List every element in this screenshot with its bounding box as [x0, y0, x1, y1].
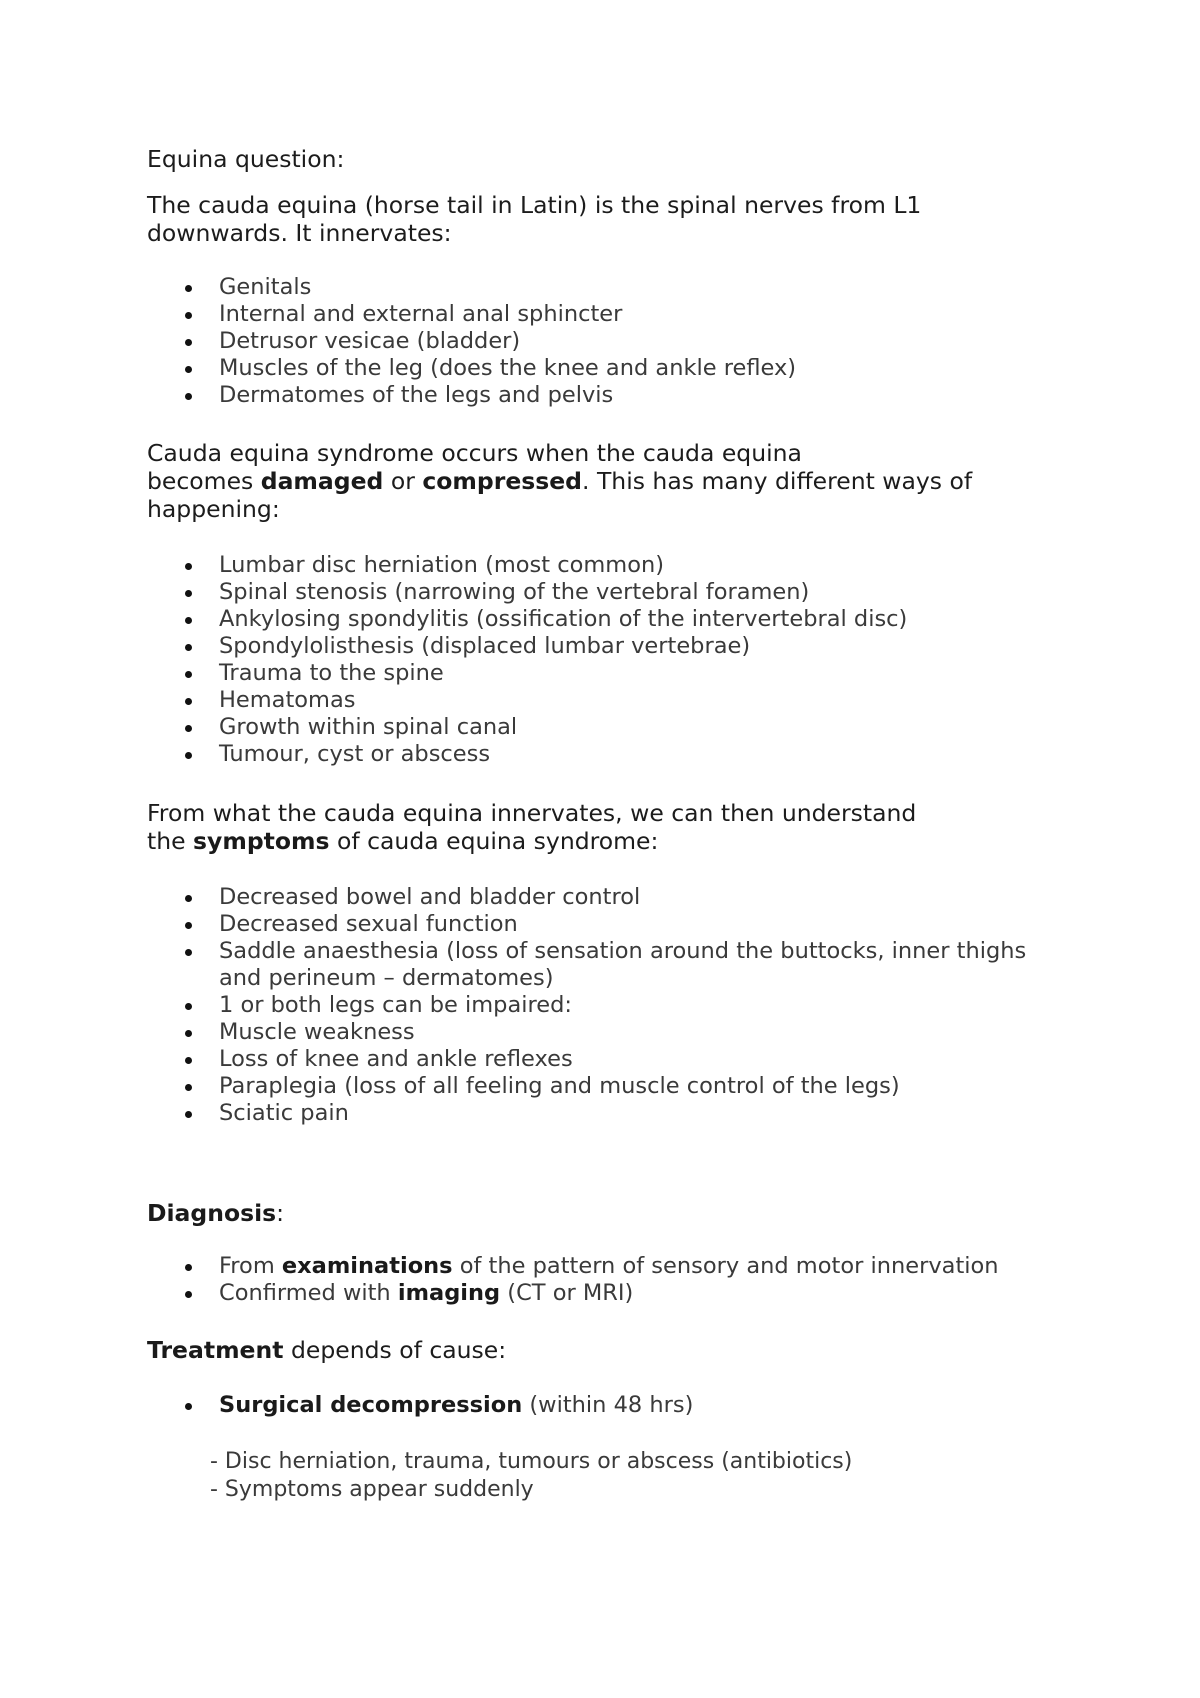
intro-line-2: downwards. It innervates:	[147, 219, 452, 247]
list-item: Ankylosing spondylitis (ossification of the intervertebral disc)	[147, 606, 907, 633]
bullet-icon	[185, 312, 192, 319]
bullet-icon	[185, 590, 192, 597]
symptoms-intro-line-2: the symptoms of cauda equina syndrome:	[147, 827, 659, 855]
intro-paragraph	[147, 191, 921, 247]
bullet-icon	[185, 1403, 192, 1410]
bullet-icon	[185, 1030, 192, 1037]
syndrome-line-3: happening:	[147, 495, 280, 523]
damaged-emphasis: damaged	[260, 467, 384, 495]
treatment-list	[147, 1392, 693, 1419]
bullet-icon	[185, 725, 192, 732]
list-item: Hematomas	[147, 687, 907, 714]
list-item: Decreased bowel and bladder control	[147, 884, 1026, 911]
bullet-icon	[185, 1111, 192, 1118]
list-item: 1 or both legs can be impaired:	[147, 992, 1026, 1019]
bullet-icon	[185, 671, 192, 678]
list-item: Muscles of the leg (does the knee and ankle reflex)	[147, 355, 796, 382]
bullet-icon	[185, 1264, 192, 1271]
list-item: Tumour, cyst or abscess	[147, 741, 907, 768]
list-item: Spondylolisthesis (displaced lumbar vertebrae)	[147, 633, 907, 660]
bullet-icon	[185, 1084, 192, 1091]
diagnosis-list	[147, 1253, 999, 1307]
list-item: Trauma to the spine	[147, 660, 907, 687]
syndrome-line-1: Cauda equina syndrome occurs when the cauda equina	[147, 439, 802, 467]
symptoms-intro-line-1: From what the cauda equina innervates, we can then understand	[147, 799, 917, 827]
symptoms-intro-paragraph	[147, 799, 916, 855]
treatment-sub-line-2: - Symptoms appear suddenly	[210, 1477, 534, 1502]
symptoms-list	[147, 884, 1026, 1127]
list-item: Muscle weakness	[147, 1019, 1026, 1046]
bullet-icon	[185, 285, 192, 292]
symptoms-emphasis: symptoms	[193, 827, 330, 855]
list-item: Confirmed with imaging (CT or MRI)	[147, 1280, 999, 1307]
treatment-sub-line-1: - Disc herniation, trauma, tumours or abscess (antibiotics)	[210, 1449, 853, 1474]
bullet-icon	[185, 1003, 192, 1010]
bullet-icon	[185, 617, 192, 624]
list-item: Dermatomes of the legs and pelvis	[147, 382, 796, 409]
bullet-icon	[185, 949, 192, 956]
bullet-icon	[185, 366, 192, 373]
innervates-list	[147, 274, 796, 409]
list-item: Paraplegia (loss of all feeling and muscle control of the legs)	[147, 1073, 1026, 1100]
bullet-icon	[185, 1291, 192, 1298]
list-item: Sciatic pain	[147, 1100, 1026, 1127]
bullet-icon	[185, 895, 192, 902]
bullet-icon	[185, 644, 192, 651]
bullet-icon	[185, 1057, 192, 1064]
list-item: Decreased sexual function	[147, 911, 1026, 938]
list-item: Saddle anaesthesia (loss of sensation around the buttocks, inner thighs	[147, 938, 1026, 965]
list-item: Internal and external anal sphincter	[147, 301, 796, 328]
list-item-continuation: and perineum – dermatomes)	[219, 965, 554, 991]
intro-line-1: The cauda equina (horse tail in Latin) is the spinal nerves from L1	[147, 191, 922, 219]
bullet-icon	[185, 698, 192, 705]
list-item: Detrusor vesicae (bladder)	[147, 328, 796, 355]
bullet-icon	[185, 752, 192, 759]
list-item: Loss of knee and ankle reflexes	[147, 1046, 1026, 1073]
syndrome-paragraph	[147, 439, 972, 523]
treatment-heading: Treatment depends of cause:	[147, 1336, 507, 1364]
list-item: Lumbar disc herniation (most common)	[147, 552, 907, 579]
bullet-icon	[185, 339, 192, 346]
bullet-icon	[185, 922, 192, 929]
syndrome-line-2: becomes damaged or compressed. This has many different ways of	[147, 467, 973, 495]
list-item: Spinal stenosis (narrowing of the vertebral foramen)	[147, 579, 907, 606]
causes-list	[147, 552, 907, 768]
diagnosis-heading: Diagnosis:	[147, 1199, 285, 1227]
list-item: From examinations of the pattern of sensory and motor innervation	[147, 1253, 999, 1280]
compressed-emphasis: compressed	[422, 467, 582, 495]
list-item: Growth within spinal canal	[147, 714, 907, 741]
page-title: Equina question:	[147, 145, 345, 173]
bullet-icon	[185, 563, 192, 570]
list-item: Genitals	[147, 274, 796, 301]
list-item: Surgical decompression (within 48 hrs)	[147, 1392, 693, 1419]
bullet-icon	[185, 393, 192, 400]
